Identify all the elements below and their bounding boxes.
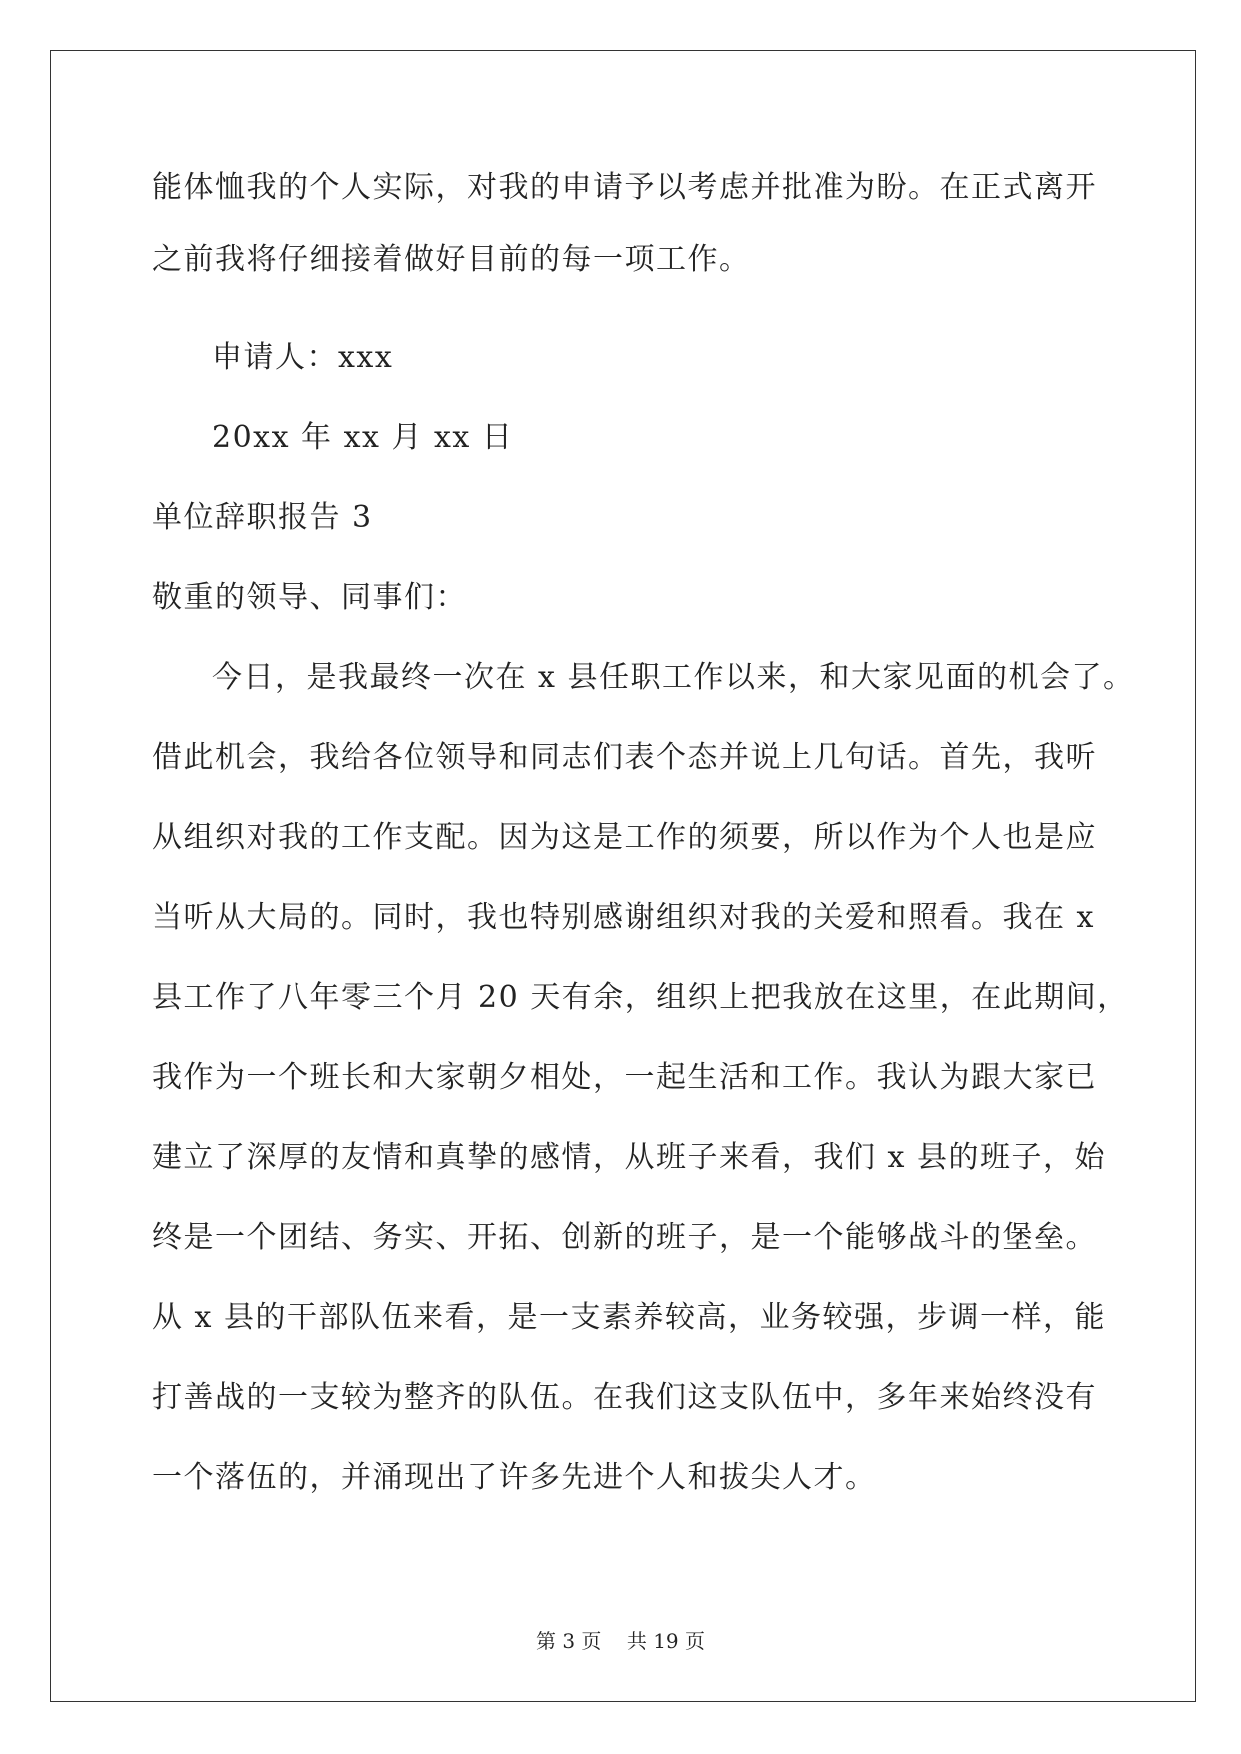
paragraph-line-3: 从组织对我的工作支配。因为这是工作的须要，所以作为个人也是应 xyxy=(152,820,1097,855)
paragraph-line-11: 一个落伍的，并涌现出了许多先进个人和拔尖人才。 xyxy=(152,1460,877,1495)
paragraph-line-10: 打善战的一支较为整齐的队伍。在我们这支队伍中，多年来始终没有 xyxy=(152,1380,1097,1415)
section-title: 单位辞职报告 3 xyxy=(152,500,373,535)
paragraph-line-2: 借此机会，我给各位领导和同志们表个态并说上几句话。首先，我听 xyxy=(152,740,1097,775)
page-number-footer: 第 3 页 共 19 页 xyxy=(535,1629,706,1653)
page-border xyxy=(50,50,1196,1702)
paragraph-line-5: 县工作了八年零三个月 20 天有余，组织上把我放在这里，在此期间， xyxy=(152,980,1129,1015)
paragraph-line-7: 建立了深厚的友情和真挚的感情，从班子来看，我们 x 县的班子，始 xyxy=(152,1140,1106,1175)
salutation: 敬重的领导、同事们： xyxy=(152,580,467,615)
signature-date: 20xx 年 xx 月 xx 日 xyxy=(212,420,514,455)
body-line-2: 之前我将仔细接着做好目前的每一项工作。 xyxy=(152,242,751,277)
paragraph-line-4: 当听从大局的。同时，我也特别感谢组织对我的关爱和照看。我在 x xyxy=(152,900,1095,935)
body-line-1: 能体恤我的个人实际，对我的申请予以考虑并批准为盼。在正式离开 xyxy=(152,170,1097,205)
paragraph-line-6: 我作为一个班长和大家朝夕相处，一起生活和工作。我认为跟大家已 xyxy=(152,1060,1097,1095)
paragraph-line-8: 终是一个团结、务实、开拓、创新的班子，是一个能够战斗的堡垒。 xyxy=(152,1220,1097,1255)
paragraph-line-9: 从 x 县的干部队伍来看，是一支素养较高，业务较强，步调一样，能 xyxy=(152,1300,1106,1335)
applicant-signature: 申请人：xxx xyxy=(212,340,394,375)
paragraph-line-1: 今日，是我最终一次在 x 县任职工作以来，和大家见面的机会了。 xyxy=(212,660,1135,695)
